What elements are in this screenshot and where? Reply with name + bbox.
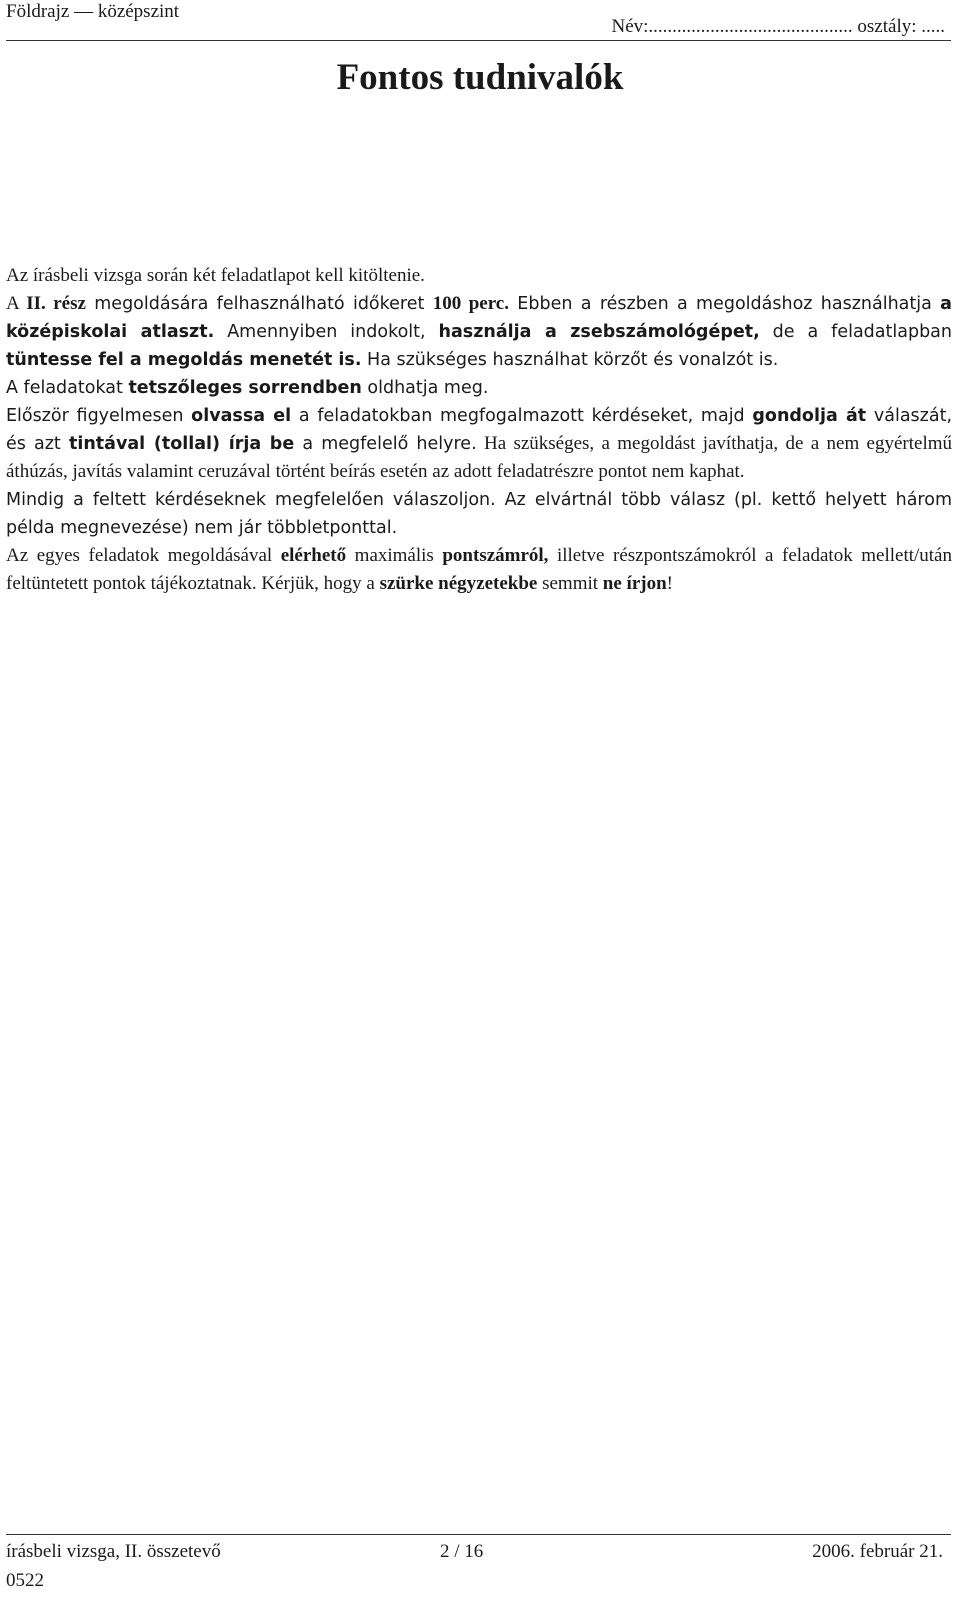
footer-date: 2006. február 21.	[812, 1541, 943, 1562]
paragraph-intro: Az írásbeli vizsga során két feladatlapot kell kitöltenie.	[6, 265, 425, 286]
footer-page-number: 2 / 16	[440, 1541, 484, 1562]
page-header	[6, 0, 951, 41]
page-footer	[6, 1534, 951, 1595]
footer-code: 0522	[6, 1570, 44, 1591]
paragraph-time: A II. rész megoldására felhasználható időkeret 100 perc. Ebben a részben a megoldáshoz használhatja a középiskolai atlaszt. Amennyiben indokolt, használja a zsebszámológépet, de a feladatlapban tüntesse fel a megoldás menetét is. Ha szükséges használhat körzőt és vonalzót is.	[6, 293, 952, 370]
header-name-class: Név:........................................... osztály: .....	[611, 16, 945, 37]
paragraph-order: A feladatokat tetszőleges sorrendben oldhatja meg.	[6, 378, 489, 398]
footer-exam-part: írásbeli vizsga, II. összetevő	[6, 1541, 221, 1562]
paragraph-scoring: Az egyes feladatok megoldásával elérhető maximális pontszámról, illetve részpontszámokról a feladatok mellett/után feltüntetett pontok tájékoztatnak. Kérjük, hogy a szürke négyzetekbe semmit ne írjon!	[6, 545, 952, 594]
paragraph-reading: Először figyelmesen olvassa el a feladatokban megfogalmazott kérdéseket, majd gondolja át válaszát, és azt tintával (tollal) írja be a megfelelő helyre. Ha szükséges, a megoldást javíthatja, de a nem egyértelmű áthúzás, javítás valamint ceruzával történt beírás esetén az adott feladatrészre pontot nem kaphat.	[6, 406, 953, 482]
header-subject: Földrajz — középszint	[6, 1, 180, 22]
instructions-body	[6, 262, 952, 598]
paragraph-answers: Mindig a feltett kérdéseknek megfelelően válaszoljon. Az elvártnál több válasz (pl. kettő helyett három példa megnevezése) nem jár többletponttal.	[6, 490, 952, 538]
page-title: Fontos tudnivalók	[336, 57, 624, 98]
